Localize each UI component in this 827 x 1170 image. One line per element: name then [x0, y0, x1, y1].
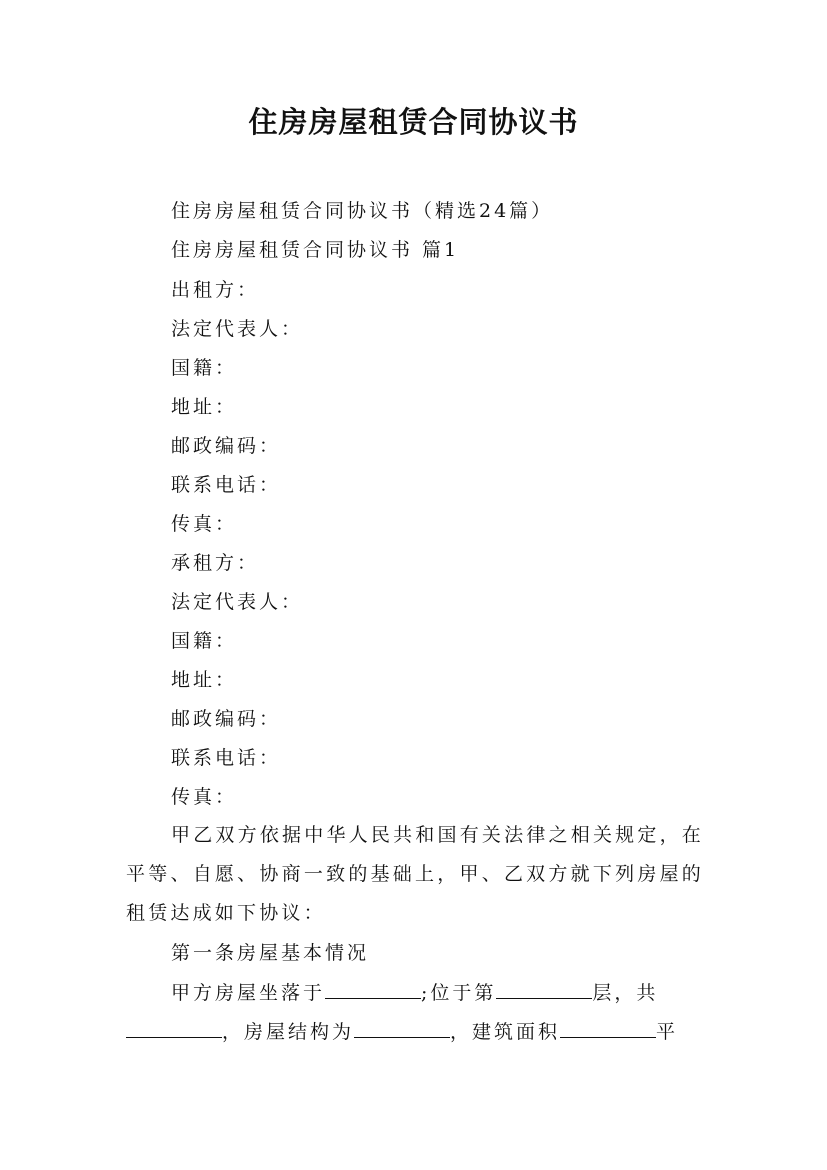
blank-field — [496, 980, 592, 999]
lessee-postcode-label: 邮政编码： — [171, 708, 282, 730]
property-location-row — [171, 980, 658, 1005]
lessor-legal-rep-label: 法定代表人： — [171, 318, 304, 340]
blank-field — [126, 1019, 222, 1038]
lessor-postcode-label: 邮政编码： — [171, 435, 282, 457]
section-heading: 住房房屋租赁合同协议书 篇1 — [171, 239, 460, 261]
lessee-label: 承租方： — [171, 552, 260, 574]
fill-text: ，房屋结构为 — [222, 1021, 355, 1043]
article-heading: 第一条房屋基本情况 — [171, 942, 370, 964]
lessee-nationality-label: 国籍： — [171, 630, 238, 652]
fill-text: 平 — [656, 1021, 679, 1043]
blank-field — [354, 1019, 450, 1038]
fill-text: ，建筑面积 — [450, 1021, 561, 1043]
document-title: 住房房屋租赁合同协议书 — [248, 105, 579, 139]
property-structure-row — [126, 1019, 678, 1044]
lessor-phone-label: 联系电话： — [171, 474, 282, 496]
subtitle-line: 住房房屋租赁合同协议书（精选24篇） — [171, 200, 554, 222]
lessee-legal-rep-label: 法定代表人： — [171, 591, 304, 613]
fill-text: ;位于第 — [421, 982, 497, 1004]
lessor-fax-label: 传真： — [171, 513, 238, 535]
lessee-phone-label: 联系电话： — [171, 747, 282, 769]
fill-text: 甲方房屋坐落于 — [171, 982, 326, 1004]
blank-field — [325, 980, 421, 999]
lessee-fax-label: 传真： — [171, 786, 238, 808]
lessor-address-label: 地址： — [171, 396, 238, 418]
fill-text: 层，共 — [592, 982, 659, 1004]
blank-field — [560, 1019, 656, 1038]
lessor-label: 出租方： — [171, 279, 260, 301]
lessee-address-label: 地址： — [171, 669, 238, 691]
agreement-paragraph: 甲乙双方依据中华人民共和国有关法律之相关规定，在平等、自愿、协商一致的基础上，甲、乙双方就下列房屋的租赁达成如下协议： — [126, 824, 704, 924]
lessor-nationality-label: 国籍： — [171, 357, 238, 379]
